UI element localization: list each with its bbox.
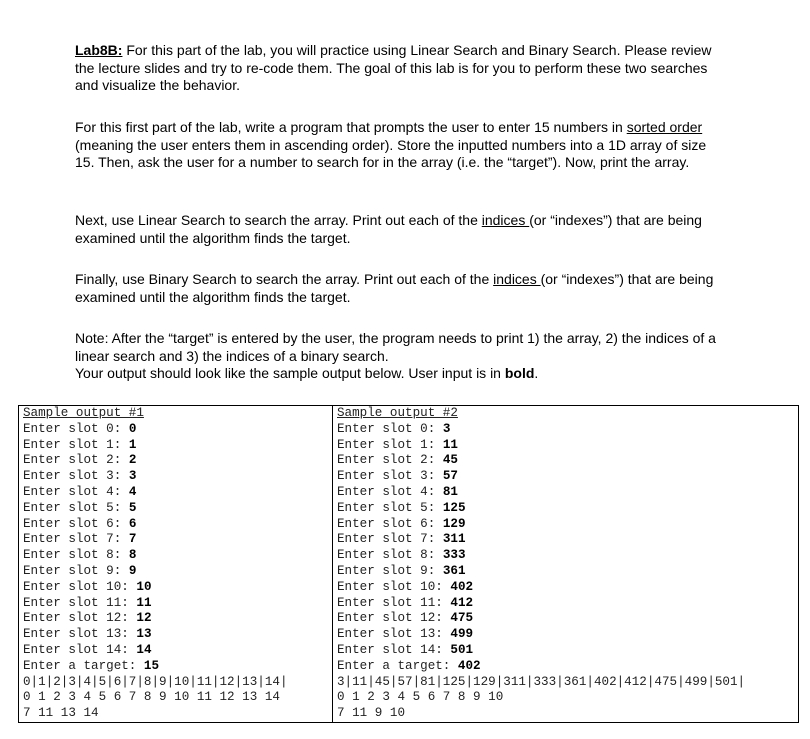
slot-colon: : [113,516,129,531]
slot-colon: : [427,469,443,484]
slot-prefix: Enter slot [337,516,421,531]
slot-colon: : [113,563,129,578]
slot-prefix: Enter slot [337,437,421,452]
slot-prefix: Enter slot [23,453,107,468]
part1-paragraph [75,119,725,172]
slot-number: 6 [106,516,114,531]
slot-input: 402 [450,579,474,594]
slot-prefix: Enter slot [23,421,107,436]
binary-search-output: 7 11 13 14 [23,706,99,721]
slot-prefix: Enter slot [23,563,107,578]
slot-colon: : [121,579,137,594]
note-line2c: . [534,365,539,382]
slot-prefix: Enter slot [23,611,107,626]
slot-number: 10 [106,579,122,594]
slot-number: 0 [106,421,114,436]
note-bold-word: bold [504,365,535,382]
lab-title: Lab8B: [75,42,123,58]
slot-input: 5 [128,500,137,515]
slot-line [337,532,798,548]
slot-line [23,469,332,485]
slot-colon: : [121,595,137,610]
part3-underlined: indices [493,271,541,287]
note-line2a: Your output should look like the sample output below. User input is in [75,365,505,382]
slot-number: 10 [420,579,436,594]
target-input: 15 [143,658,160,673]
slot-prefix: Enter slot [23,469,107,484]
sample-output-1-cell [19,406,333,723]
linear-search-output: 0 1 2 3 4 5 6 7 8 9 10 11 12 13 14 [23,690,280,705]
slot-input: 9 [128,563,137,578]
slot-colon: : [427,500,443,515]
slot-input: 8 [128,548,137,563]
slot-number: 13 [106,627,122,642]
slot-number: 3 [106,469,114,484]
slot-colon: : [427,453,443,468]
slot-input: 11 [136,595,152,610]
slot-prefix: Enter slot [337,595,421,610]
slot-input: 1 [128,437,137,452]
slot-line [337,422,798,438]
slot-number: 0 [420,421,428,436]
slot-number: 2 [106,453,114,468]
slot-prefix: Enter slot [337,563,421,578]
slot-input: 129 [442,516,466,531]
slot-colon: : [113,500,129,515]
sample-header: Sample output #1 [23,406,144,420]
slot-prefix: Enter slot [23,532,107,547]
slot-prefix: Enter slot [23,437,107,452]
slot-input: 10 [136,579,152,594]
part2-underlined: indices [481,212,530,228]
slot-input: 2 [128,453,137,468]
slot-line [23,501,332,517]
slot-input: 3 [128,469,137,484]
slot-colon: : [113,469,129,484]
note-line1: Note: After the “target” is entered by the user, the program needs to print 1) the array, 2) the indices of a linear search and 3) the indices of a binary search. [75,330,716,364]
slot-line [337,643,798,659]
slot-line [23,564,332,580]
slot-colon: : [121,642,137,657]
sample-output-2-cell [333,406,799,723]
slot-prefix: Enter slot [337,627,421,642]
slot-number: 4 [106,484,114,499]
slot-colon: : [113,437,129,452]
slot-line [23,485,332,501]
slot-number: 9 [106,563,114,578]
slot-number: 5 [106,500,114,515]
slot-prefix: Enter slot [337,421,421,436]
slot-line [23,643,332,659]
slot-number: 5 [420,500,428,515]
slot-colon: : [435,611,451,626]
part2-paragraph [75,212,725,247]
target-prompt: Enter a target: [23,658,144,673]
part1-text-a: For this first part of the lab, write a program that prompts the user to enter 15 numbers in [75,119,627,135]
target-line [337,659,798,675]
sample-output-table [18,405,799,723]
sample-output-1 [19,406,332,722]
slot-input: 501 [450,642,474,657]
slot-number: 12 [106,611,122,626]
intro-text: For this part of the lab, you will practice using Linear Search and Binary Search. Please review the lecture slides and try to re-code them. The goal of this lab is for you to perform these two searches and visualize the behavior. [75,42,712,94]
sample-output-2 [333,406,798,722]
slot-prefix: Enter slot [23,548,107,563]
slot-number: 7 [420,532,428,547]
slot-prefix: Enter slot [23,579,107,594]
slot-colon: : [427,548,443,563]
target-input: 402 [457,658,481,673]
slot-input: 57 [442,469,458,484]
slot-prefix: Enter slot [337,548,421,563]
slot-colon: : [427,516,443,531]
slot-prefix: Enter slot [23,627,107,642]
slot-prefix: Enter slot [23,642,107,657]
slot-prefix: Enter slot [23,516,107,531]
slot-input: 45 [442,453,458,468]
target-line [23,659,332,675]
slot-prefix: Enter slot [337,579,421,594]
slot-input: 333 [442,548,466,563]
slot-line [337,611,798,627]
slot-number: 8 [420,548,428,563]
slot-prefix: Enter slot [337,484,421,499]
slot-colon: : [427,563,443,578]
slot-input: 125 [442,500,466,515]
binary-search-output: 7 11 9 10 [337,706,406,721]
sample-header: Sample output #2 [337,406,458,420]
part3-paragraph [75,271,725,306]
slot-number: 4 [420,484,428,499]
slot-input: 7 [128,532,137,547]
slot-line [337,548,798,564]
slot-prefix: Enter slot [23,500,107,515]
slot-number: 6 [420,516,428,531]
slot-prefix: Enter slot [23,484,107,499]
slot-prefix: Enter slot [337,532,421,547]
slot-line [337,627,798,643]
slot-number: 7 [106,532,114,547]
slot-input: 13 [136,627,152,642]
slot-number: 1 [106,437,114,452]
slot-input: 12 [136,611,152,626]
slot-colon: : [113,548,129,563]
slot-colon: : [427,532,443,547]
slot-line [337,485,798,501]
slot-input: 81 [442,484,458,499]
slot-number: 14 [106,642,122,657]
array-output: 0|1|2|3|4|5|6|7|8|9|10|11|12|13|14| [23,674,288,689]
slot-colon: : [435,595,451,610]
slot-colon: : [435,627,451,642]
slot-input: 311 [442,532,466,547]
intro-paragraph [75,42,725,95]
slot-line [23,532,332,548]
slot-line [23,627,332,643]
part3-text-a: Finally, use Binary Search to search the array. Print out each of the [75,271,494,287]
slot-colon: : [435,579,451,594]
slot-colon: : [435,642,451,657]
slot-number: 9 [420,563,428,578]
part1-text-b: (meaning the user enters them in ascending order). Store the inputted numbers into a 1D array of size 15. Then, ask the user for a number to search for in the array (i.e. the “target”). Now, print the array. [75,136,707,171]
slot-input: 14 [136,642,152,657]
slot-number: 11 [106,595,122,610]
slot-number: 11 [420,595,436,610]
part2-text-a: Next, use Linear Search to search the array. Print out each of the [75,212,482,228]
slot-line [337,596,798,612]
slot-input: 3 [442,421,451,436]
slot-input: 0 [128,421,137,436]
slot-prefix: Enter slot [337,453,421,468]
slot-input: 412 [450,595,474,610]
slot-line [23,453,332,469]
slot-input: 6 [128,516,137,531]
slot-line [337,517,798,533]
slot-number: 2 [420,453,428,468]
slot-input: 361 [442,563,466,578]
slot-prefix: Enter slot [337,500,421,515]
slot-input: 475 [450,611,474,626]
target-prompt: Enter a target: [337,658,458,673]
slot-colon: : [113,484,129,499]
slot-number: 13 [420,627,436,642]
slot-line [23,580,332,596]
slot-colon: : [113,453,129,468]
slot-input: 499 [450,627,474,642]
slot-line [23,422,332,438]
slot-colon: : [427,421,443,436]
slot-colon: : [121,611,137,626]
slot-number: 12 [420,611,436,626]
slot-line [23,611,332,627]
slot-input: 11 [442,437,458,452]
slot-colon: : [113,532,129,547]
slot-line [337,453,798,469]
slot-colon: : [121,627,137,642]
slot-input: 4 [128,484,137,499]
linear-search-output: 0 1 2 3 4 5 6 7 8 9 10 [337,690,504,705]
slot-prefix: Enter slot [337,469,421,484]
slot-colon: : [113,421,129,436]
part3-text-b: (or “indexes”) that are being examined until the algorithm finds the target. [75,271,714,305]
note-paragraph [75,330,725,383]
slot-line [23,548,332,564]
slot-prefix: Enter slot [337,611,421,626]
slot-line [337,438,798,454]
slot-line [337,501,798,517]
slot-colon: : [427,437,443,452]
part1-underlined: sorted order [626,119,703,135]
slot-line [337,564,798,580]
slot-colon: : [427,484,443,499]
slot-number: 8 [106,548,114,563]
part2-text-b: (or “indexes”) that are being examined until the algorithm finds the target. [75,212,702,246]
array-output: 3|11|45|57|81|125|129|311|333|361|402|412|475|499|501| [337,674,746,689]
slot-number: 3 [420,469,428,484]
slot-line [23,438,332,454]
slot-line [23,596,332,612]
slot-line [337,469,798,485]
slot-prefix: Enter slot [337,642,421,657]
slot-line [337,580,798,596]
slot-prefix: Enter slot [23,595,107,610]
slot-number: 14 [420,642,436,657]
slot-line [23,517,332,533]
slot-number: 1 [420,437,428,452]
